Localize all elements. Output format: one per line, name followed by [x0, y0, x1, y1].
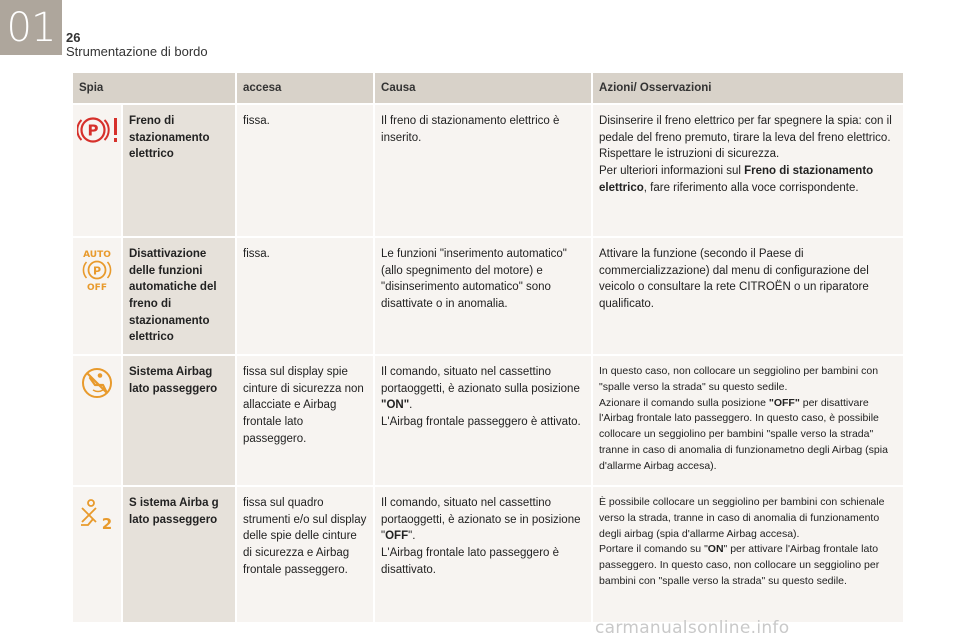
row-icon-cell — [73, 237, 122, 355]
causa-line: L'Airbag frontale lato passeggero è disattivato. — [381, 547, 560, 576]
azioni-line: È possibile collocare un seggiolino per bambini con schienale verso la strada, tranne in caso di anomalia di funzionamento degli airbag (spia d'allarme Airbag accesa). — [599, 496, 885, 540]
azioni-line — [599, 542, 897, 589]
row-azioni — [592, 486, 903, 622]
azioni-line: Rispettare le istruzioni di sicurezza. — [599, 148, 780, 161]
auto-parking-brake-off-icon — [77, 248, 117, 292]
page-number: 26 — [66, 30, 81, 45]
causa-text: Il comando, situato nel cassettino portaoggetti, è azionato se in posizione " — [381, 497, 581, 543]
azioni-text: , fare riferimento alla voce corrispondente. — [643, 181, 859, 194]
azioni-text: Portare il comando su " — [599, 543, 708, 556]
table-row — [73, 355, 903, 486]
row-name: Disattivazione delle funzioni automatiche del freno di stazionamento elettrico — [122, 237, 236, 355]
row-causa: Il freno di stazionamento elettrico è inserito. — [374, 104, 592, 237]
passenger-airbag-off-icon — [77, 366, 117, 400]
azioni-text: per disattivare l'Airbag frontale lato passeggero. In questo caso, è possibile collocare un seggiolino per bambini "spalle verso la strada" tranne in caso di anomalia di funzionametno degli Airbag (spia d'allarme Airbag accesa). — [599, 396, 888, 472]
causa-bold: OFF — [385, 530, 409, 543]
parking-brake-warning-icon — [77, 115, 117, 145]
row-icon-cell — [73, 486, 122, 622]
table-row — [73, 104, 903, 237]
row-name: Freno di stazionamento elettrico — [122, 104, 236, 237]
warning-lights-table — [73, 73, 903, 622]
svg-text:OFF: OFF — [87, 283, 107, 292]
column-header-spia: Spia — [73, 73, 236, 104]
column-header-accesa: accesa — [236, 73, 374, 104]
row-azioni — [592, 104, 903, 237]
svg-text:2: 2 — [101, 515, 113, 532]
section-title: Strumentazione di bordo — [66, 44, 208, 59]
table-row — [73, 486, 903, 622]
azioni-text: Per ulteriori informazioni sul — [599, 165, 745, 178]
row-name: Sistema Airbag lato passeggero — [122, 355, 236, 486]
causa-text: ". — [408, 530, 416, 543]
causa-line — [381, 495, 585, 545]
azioni-line: In questo caso, non collocare un seggiolino per bambini con "spalle verso la strada" su questo sedile. — [599, 365, 879, 393]
table-row — [73, 237, 903, 355]
causa-line — [381, 364, 585, 414]
azioni-line — [599, 396, 897, 475]
row-name: S istema Airba g lato passeggero — [122, 486, 236, 622]
causa-text: . — [409, 399, 413, 412]
causa-bold: "ON" — [381, 399, 410, 412]
causa-line: L'Airbag frontale passeggero è attivato. — [381, 416, 581, 429]
column-header-causa: Causa — [374, 73, 592, 104]
watermark: carmanualsonline.info — [595, 618, 790, 638]
azioni-text: Azionare il comando sulla posizione — [599, 396, 769, 409]
row-accesa: fissa sul display spie cinture di sicurezza non allacciate e Airbag frontale lato passeggero. — [236, 355, 374, 486]
azioni-bold: ON — [707, 543, 724, 556]
svg-text:P: P — [87, 121, 99, 140]
row-causa — [374, 486, 592, 622]
row-icon-cell — [73, 355, 122, 486]
table-header-row — [73, 73, 903, 104]
row-icon-cell — [73, 104, 122, 237]
svg-text:AUTO: AUTO — [83, 250, 111, 260]
row-causa — [374, 355, 592, 486]
svg-text:P: P — [92, 264, 102, 278]
causa-text: Il comando, situato nel cassettino portaoggetti, è azionato sulla posizione — [381, 366, 580, 395]
row-causa: Le funzioni "inserimento automatico" (allo spegnimento del motore) e "disinserimento automatico" sono disattivate o in anomalia. — [374, 237, 592, 355]
row-accesa: fissa sul quadro strumenti e/o sul display delle spie delle cinture di sicurezza e Airbag frontale passeggero. — [236, 486, 374, 622]
chapter-number: 01 — [0, 0, 62, 55]
passenger-airbag-on-icon — [77, 497, 117, 531]
row-accesa: fissa. — [236, 237, 374, 355]
azioni-line: Disinserire il freno elettrico per far spegnere la spia: con il pedale del freno premuto, tirare la leva del freno elettrico. — [599, 115, 892, 144]
azioni-bold: Freno di stazionamento elettrico — [599, 165, 874, 194]
azioni-text: " per attivare l'Airbag frontale lato passeggero. In questo caso, non collocare un seggiolino per bambini con "spalle verso la strada" su questo sedile. — [599, 543, 880, 587]
azioni-line — [599, 163, 897, 196]
row-azioni — [592, 355, 903, 486]
row-accesa: fissa. — [236, 104, 374, 237]
azioni-bold: "OFF" — [768, 396, 800, 409]
row-azioni: Attivare la funzione (secondo il Paese di commercializzazione) dal menu di configurazione del veicolo o consultare la rete CITROËN o un riparatore qualificato. — [592, 237, 903, 355]
column-header-azioni: Azioni/ Osservazioni — [592, 73, 903, 104]
